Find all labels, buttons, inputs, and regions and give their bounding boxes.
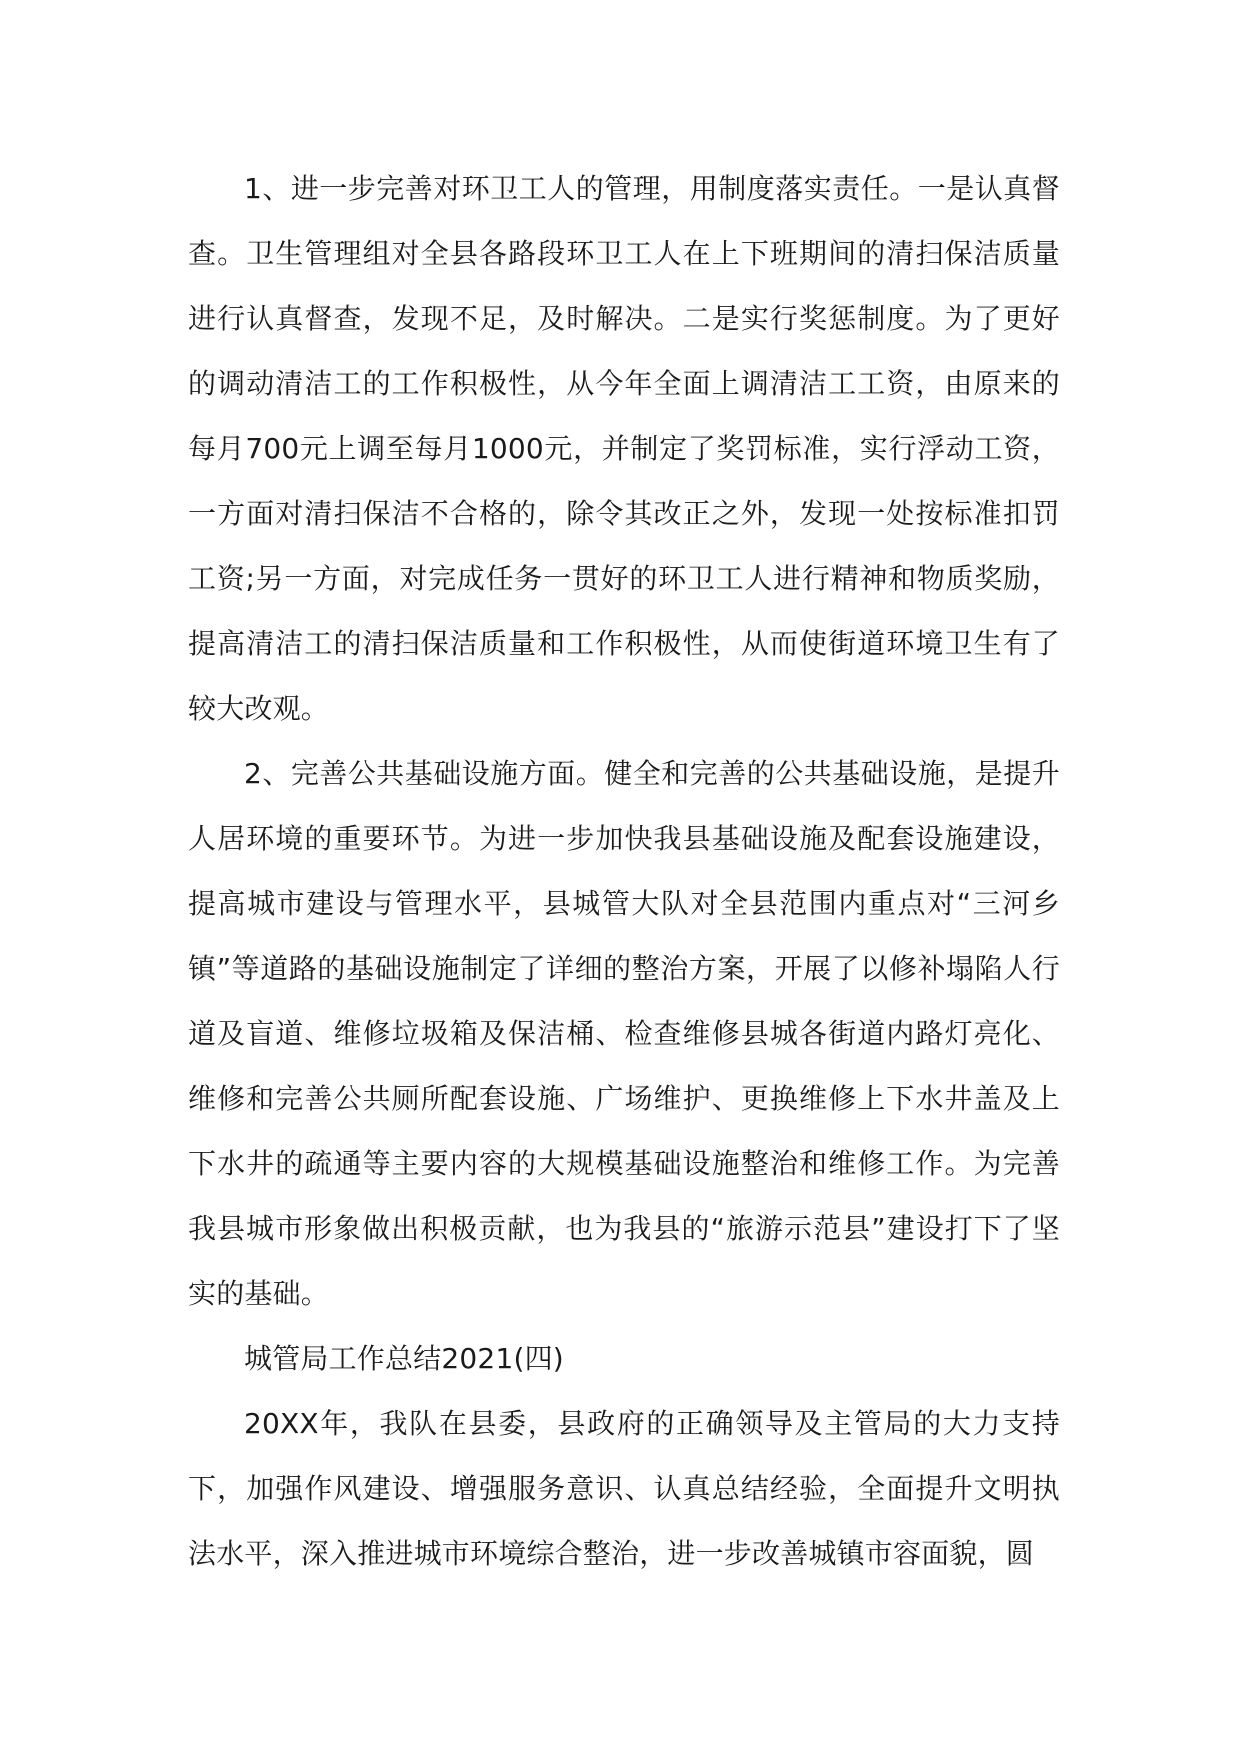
section-heading: 城管局工作总结2021(四) [244,1342,564,1375]
paragraph-annual-summary: 20XX年，我队在县委，县政府的正确领导及主管局的大力支持下，加强作风建设、增强服务意识、认真总结经验，全面提升文明执法水平，深入推进城市环境综合整治，进一步改善城镇市容面貌，圆 [188,1407,1060,1570]
document-page [188,156,1060,1586]
paragraph-public-infrastructure: 2、完善公共基础设施方面。健全和完善的公共基础设施，是提升人居环境的重要环节。为进一步加快我县基础设施及配套设施建设，提高城市建设与管理水平，县城管大队对全县范围内重点对“三河乡镇”等道路的基础设施制定了详细的整治方案，开展了以修补塌陷人行道及盲道、维修垃圾箱及保洁桶、检查维修县城各街道内路灯亮化、维修和完善公共厕所配套设施、广场维护、更换维修上下水井盖及上下水井的疏通等主要内容的大规模基础设施整治和维修工作。为完善我县城市形象做出积极贡献，也为我县的“旅游示范县”建设打下了坚实的基础。 [188,757,1060,1310]
paragraph-sanitation-management: 1、进一步完善对环卫工人的管理，用制度落实责任。一是认真督查。卫生管理组对全县各路段环卫工人在上下班期间的清扫保洁质量进行认真督查，发现不足，及时解决。二是实行奖惩制度。为了更好的调动清洁工的工作积极性，从今年全面上调清洁工工资，由原来的每月700元上调至每月1000元，并制定了奖罚标准，实行浮动工资，一方面对清扫保洁不合格的，除令其改正之外，发现一处按标准扣罚工资;另一方面，对完成任务一贯好的环卫工人进行精神和物质奖励，提高清洁工的清扫保洁质量和工作积极性，从而使街道环境卫生有了较大改观。 [188,172,1060,725]
